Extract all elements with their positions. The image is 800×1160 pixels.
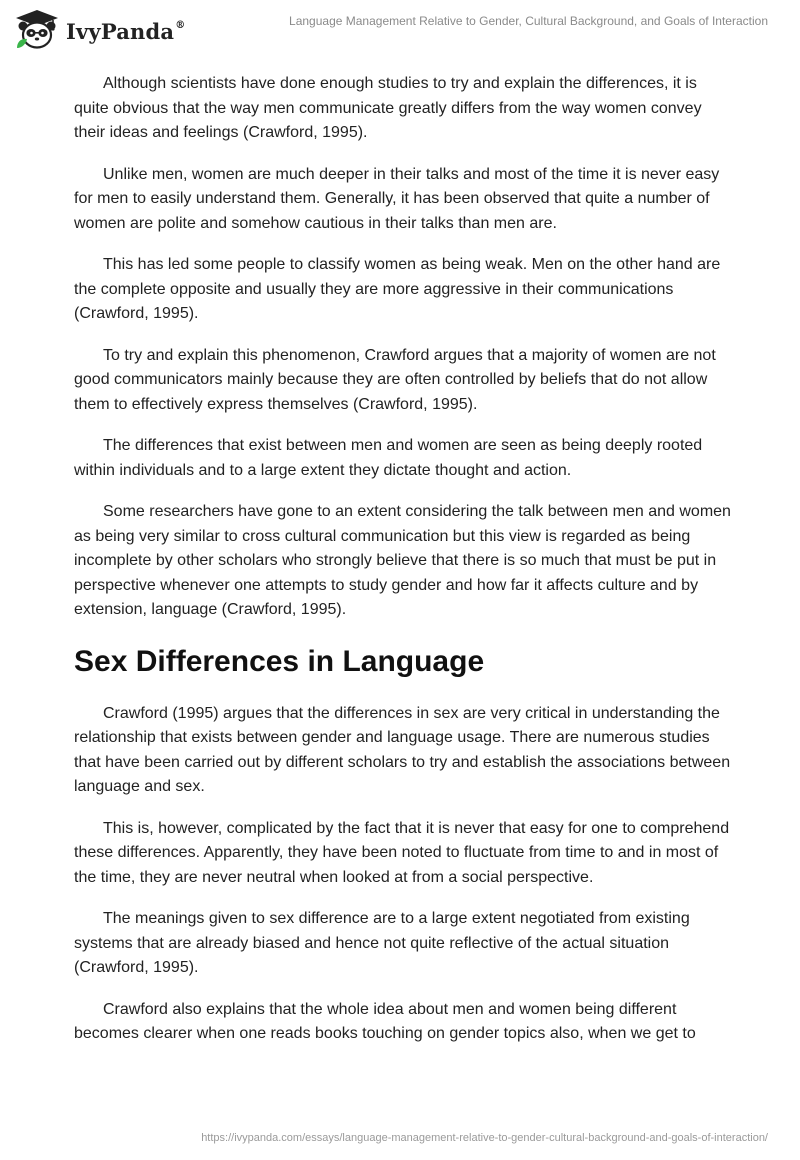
- paragraph: Crawford also explains that the whole idea about men and women being different becomes clearer when one reads books touching on gender topics also, when we get to: [74, 1000, 696, 1042]
- ivypanda-logo[interactable]: [14, 8, 185, 52]
- paragraph: To try and explain this phenomenon, Crawford argues that a majority of women are not good communicators mainly because they are often controlled by beliefs that do not allow them to effectively express themselves (Crawford, 1995).: [74, 346, 716, 413]
- panda-graduate-icon: [14, 8, 60, 52]
- paragraph: The differences that exist between men and women are seen as being deeply rooted within individuals and to a large extent they dictate thought and action.: [74, 437, 703, 479]
- paragraph: This is, however, complicated by the fact that it is never that easy for one to comprehend these differences. Apparently, they have been noted to fluctuate from time to and in most of the time, they are never neutral when looked at from a social perspective.: [74, 819, 730, 886]
- paragraph: Although scientists have done enough studies to try and explain the differences, it is quite obvious that the way men communicate greatly differs from the way women convey their ideas and feelings (Crawford, 1995).: [74, 75, 702, 141]
- paragraph: Some researchers have gone to an extent considering the talk between men and women as being very similar to cross cultural communication but this view is regarded as being incomplete by other scholars who strongly believe that there is so much that must be put in perspective whenever one attempts to study gender and how far it affects culture and by extension, language (Crawford, 1995).: [74, 503, 731, 618]
- paragraph: This has led some people to classify women as being weak. Men on the other hand are the complete opposite and usually they are more aggressive in their communications (Crawford, 1995).: [74, 256, 721, 322]
- paragraph: The meanings given to sex difference are to a large extent negotiated from existing systems that are already biased and hence not quite reflective of the actual situation (Crawford, 1995).: [74, 910, 690, 976]
- section-heading: Sex Differences in Language: [74, 644, 485, 678]
- paragraph: Crawford (1995) argues that the differences in sex are very critical in understanding the relationship that exists between gender and language usage. There are numerous studies that have been carried out by different scholars to try and establish the associations between language and sex.: [74, 704, 731, 795]
- document-title: Language Management Relative to Gender, Cultural Background, and Goals of Interaction: [289, 14, 768, 28]
- source-url[interactable]: https://ivypanda.com/essays/language-management-relative-to-gender-cultural-background-and-goals-of-interaction/: [201, 1132, 768, 1144]
- article-body: [74, 72, 734, 1064]
- brand-text: IvyPanda: [66, 18, 175, 44]
- brand-name: [66, 19, 185, 44]
- registered-mark: ®: [175, 19, 186, 31]
- paragraph: Unlike men, women are much deeper in their talks and most of the time it is never easy for men to easily understand them. Generally, it has been observed that quite a number of women are polite and somehow cautious in their talks than men are.: [74, 165, 720, 232]
- page-header: [0, 0, 800, 60]
